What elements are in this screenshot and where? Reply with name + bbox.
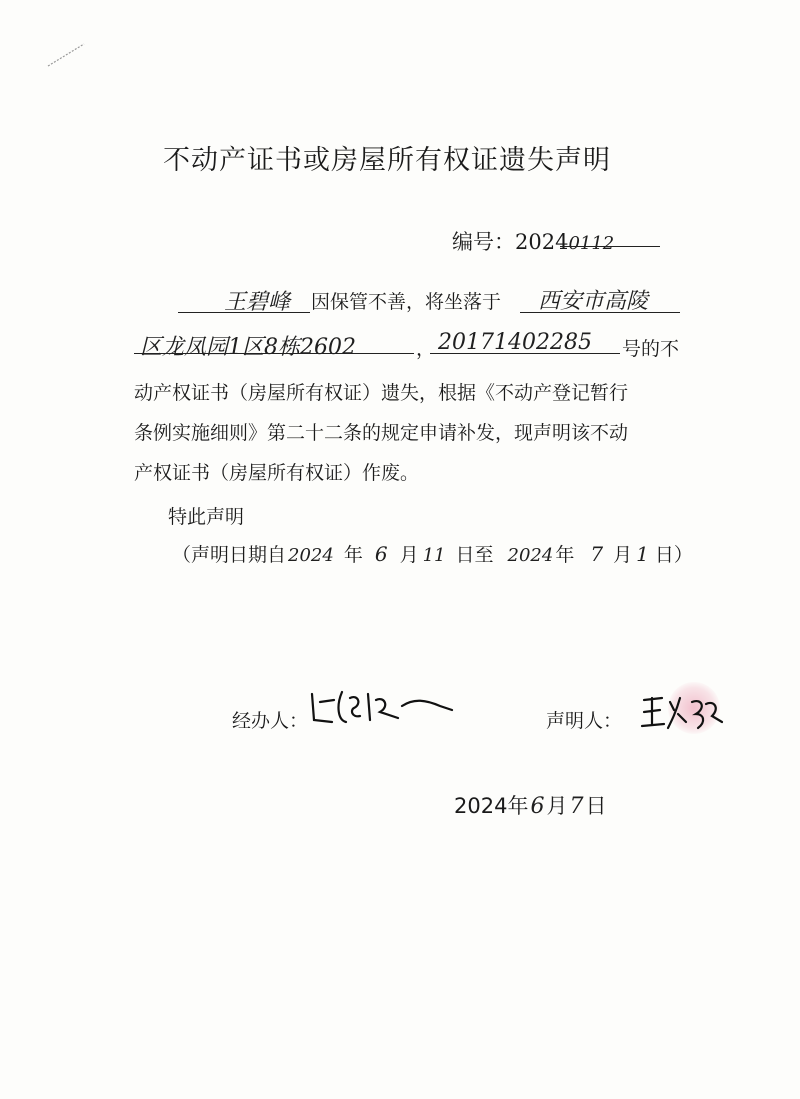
owner-name: 王碧峰 <box>224 290 291 315</box>
period-open: （声明日期自 <box>172 544 287 566</box>
serial-prefix: 2024 <box>515 230 569 254</box>
date-month: 6 <box>530 794 545 819</box>
date-day: 7 <box>569 794 584 819</box>
declare-text: 特此声明 <box>168 506 245 528</box>
line2-comma: ， <box>416 338 436 360</box>
date-year: 2024 <box>454 794 508 818</box>
serial-label: 编号： <box>452 230 515 254</box>
declarant-signature-image <box>640 688 730 738</box>
period-ri-1: 日至 <box>455 544 494 566</box>
period-month-1: 6 <box>374 542 388 566</box>
period-yue-2: 月 <box>613 544 633 566</box>
period-day-2: 1 <box>636 542 649 566</box>
para-line-5: 产权证书（房屋所有权证）作废。 <box>134 462 420 484</box>
declarant-label: 声明人： <box>546 710 623 732</box>
declarant-signature-text <box>650 742 653 743</box>
period-yue-1: 月 <box>399 544 419 566</box>
certificate-underline <box>430 353 620 354</box>
owner-name-underline <box>178 312 310 313</box>
serial-handwritten: 0112 <box>568 233 615 254</box>
document-title: 不动产证书或房屋所有权证遗失声明 <box>163 145 611 176</box>
date-ri: 日 <box>585 794 607 818</box>
date-nian: 年 <box>507 794 529 818</box>
date-yue: 月 <box>546 794 568 818</box>
period-year-2: 2024 <box>507 545 554 566</box>
para-line-3: 动产权证书（房屋所有权证）遗失，根据《不动产登记暂行 <box>134 382 629 404</box>
serial-underline <box>560 246 660 247</box>
certificate-number: 20171402285 <box>438 330 592 355</box>
serial-number <box>452 226 614 256</box>
handler-label: 经办人： <box>232 710 309 732</box>
document-date <box>454 790 606 820</box>
period-year-1: 2024 <box>288 545 334 566</box>
line1-text: 因保管不善，将坐落于 <box>311 291 502 313</box>
location-underline-2 <box>134 353 414 354</box>
declaration-period <box>172 540 693 567</box>
period-month-2: 7 <box>590 542 604 566</box>
location-underline-1 <box>520 312 680 313</box>
period-nian-2: 年 <box>555 544 575 566</box>
handler-signature-text <box>320 740 322 741</box>
corner-scribble <box>46 40 88 70</box>
period-ri-2: 日） <box>654 544 693 566</box>
period-nian-1: 年 <box>343 544 363 566</box>
handler-signature-image <box>306 684 456 734</box>
line2-text: 号的不 <box>622 338 680 360</box>
para-line-4: 条例实施细则》第二十二条的规定申请补发，现声明该不动 <box>134 422 629 444</box>
location-part-2: 区龙凤园1区8栋2602 <box>140 335 356 360</box>
location-part-1: 西安市高陵 <box>538 289 649 314</box>
period-day-1: 11 <box>422 545 446 566</box>
